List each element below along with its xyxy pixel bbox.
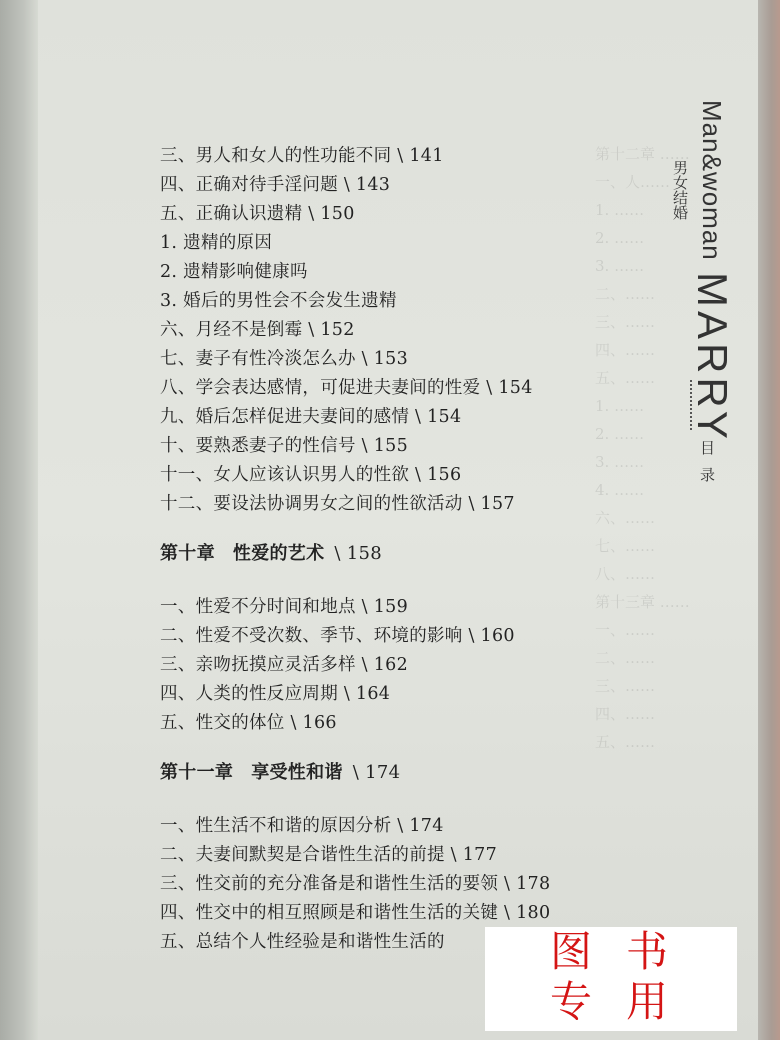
toc-entry: 五、性交的体位 \ 166	[160, 713, 337, 733]
toc-entry: 七、妻子有性冷淡怎么办 \ 153	[160, 349, 409, 369]
toc-entry: 一、性爱不分时间和地点 \ 159	[160, 597, 409, 617]
toc-entry: 一、性生活不和谐的原因分析 \ 174	[160, 816, 444, 836]
stamp-line-1: 图书	[549, 927, 702, 976]
header-latin-small: Man&woman	[697, 100, 727, 261]
toc-entry: 二、夫妻间默契是合谐性生活的前提 \ 177	[160, 845, 498, 865]
chapter-number: 第十一章	[160, 762, 234, 783]
toc-entry: 三、性交前的充分准备是和谐性生活的要领 \ 178	[160, 874, 551, 894]
table-of-contents	[160, 142, 620, 957]
chapter-heading-10	[160, 539, 620, 569]
toc-entry: 十、要熟悉妻子的性信号 \ 155	[160, 436, 409, 456]
toc-entry: 五、总结个人性经验是和谐性生活的	[160, 932, 445, 952]
stamp-line-2: 专用	[549, 977, 702, 1026]
running-header-latin	[688, 100, 736, 443]
running-header-title: 男女结婚	[671, 160, 689, 220]
header-dotted-rule	[690, 380, 694, 430]
section-label: 目录	[698, 440, 716, 494]
chapter-page: \ 174	[352, 762, 401, 783]
toc-subentry: 2. 遗精影响健康吗	[160, 262, 308, 282]
toc-entry: 六、月经不是倒霉 \ 152	[160, 320, 355, 340]
chapter-heading-11	[160, 758, 620, 788]
toc-entry: 五、正确认识遗精 \ 150	[160, 204, 355, 224]
toc-entry: 九、婚后怎样促进夫妻间的感情 \ 154	[160, 407, 462, 427]
toc-entry: 十一、女人应该认识男人的性欲 \ 156	[160, 465, 462, 485]
toc-entry: 二、性爱不受次数、季节、环境的影响 \ 160	[160, 626, 515, 646]
library-stamp	[485, 927, 737, 1031]
toc-subentry: 1. 遗精的原因	[160, 233, 273, 253]
toc-subentry: 3. 婚后的男性会不会发生遗精	[160, 291, 397, 311]
toc-entry: 八、学会表达感情，可促进夫妻间的性爱 \ 154	[160, 378, 533, 398]
toc-entry: 四、性交中的相互照顾是和谐性生活的关键 \ 180	[160, 903, 551, 923]
stamp-text	[485, 927, 737, 1031]
bleed-through-text: 第十二章 …… 一、人…… 1. …… 2. …… 3. …… 二、…… 三、…… 四、…… 五、…… 1. …… 2. …… 3. …… 4. …… 六、…… 七、…… 八、…… 第十三章 …… 一、…… 二、…… 三、…… 四、…… 五、……	[595, 145, 690, 751]
chapter-page: \ 158	[334, 543, 383, 564]
book-spine-shadow	[0, 0, 38, 1040]
chapter-number: 第十章	[160, 543, 215, 564]
toc-entry: 四、正确对待手淫问题 \ 143	[160, 175, 391, 195]
toc-entry: 三、亲吻抚摸应灵活多样 \ 162	[160, 655, 409, 675]
toc-entry: 十二、要设法协调男女之间的性欲活动 \ 157	[160, 494, 515, 514]
page-edge	[758, 0, 780, 1040]
chapter-title: 享受性和谐	[251, 762, 343, 783]
chapter-title: 性爱的艺术	[232, 543, 325, 564]
toc-entry: 四、人类的性反应周期 \ 164	[160, 684, 391, 704]
toc-entry: 三、男人和女人的性功能不同 \ 141	[160, 146, 444, 166]
header-latin-big: MARRY	[689, 272, 736, 444]
